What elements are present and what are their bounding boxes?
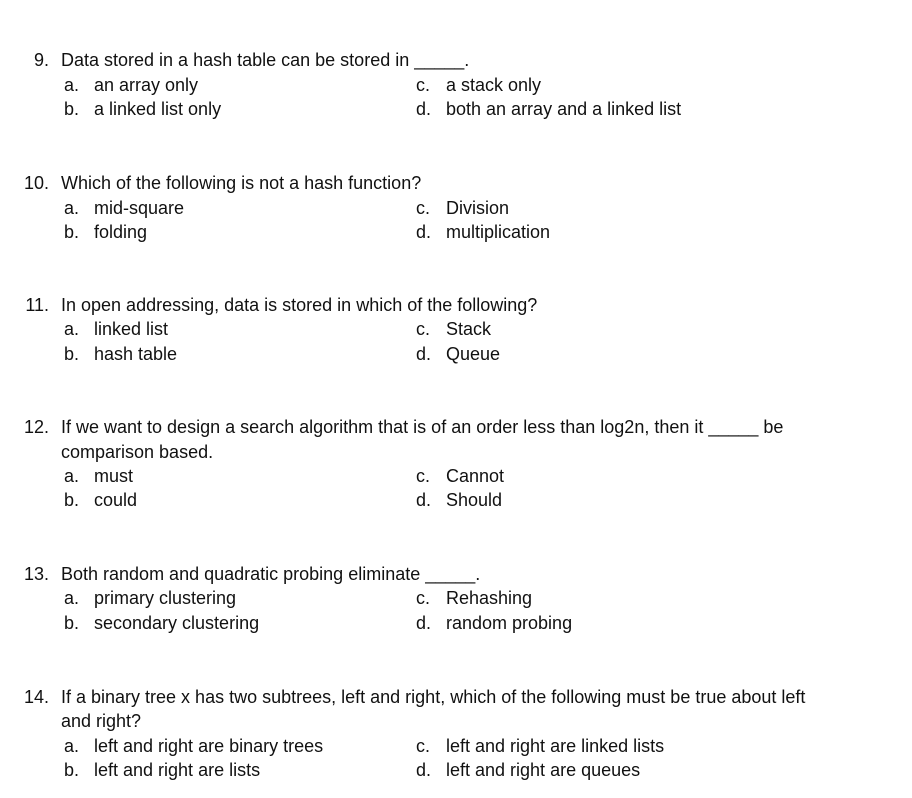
option-letter: d.	[416, 222, 432, 242]
option-text: Rehashing	[446, 588, 533, 608]
option-text: Should	[446, 490, 503, 510]
option-letter: b.	[64, 99, 80, 119]
option-text: random probing	[446, 613, 573, 633]
option-text: must	[94, 466, 134, 486]
option-text: left and right are linked lists	[446, 736, 665, 756]
question-number: 11.	[25, 295, 49, 315]
option-text: mid-square	[94, 198, 185, 218]
option-letter: d.	[416, 760, 432, 780]
option-letter: c.	[416, 319, 431, 339]
option-letter: a.	[64, 319, 80, 339]
option-text: Stack	[446, 319, 492, 339]
option-text: primary clustering	[94, 588, 237, 608]
option-letter: d.	[416, 490, 432, 510]
question-number: 9.	[33, 50, 49, 70]
question-text: Data stored in a hash table can be stored in _____.	[61, 50, 470, 70]
question-text: In open addressing, data is stored in which of the following?	[61, 295, 538, 315]
option-text: left and right are queues	[446, 760, 641, 780]
option-text: folding	[94, 222, 148, 242]
option-text: an array only	[94, 75, 199, 95]
option-letter: c.	[416, 736, 431, 756]
option-text: left and right are lists	[94, 760, 261, 780]
option-letter: b.	[64, 490, 80, 510]
question-text-line-2: and right?	[61, 711, 142, 731]
option-text: could	[94, 490, 138, 510]
option-letter: b.	[64, 344, 80, 364]
option-letter: b.	[64, 760, 80, 780]
option-letter: b.	[64, 613, 80, 633]
question-text-line-1: If a binary tree x has two subtrees, left and right, which of the following must be true about left	[61, 687, 806, 707]
question-text-line-2: comparison based.	[61, 442, 214, 462]
option-text: a linked list only	[94, 99, 222, 119]
question-text: Which of the following is not a hash function?	[61, 173, 422, 193]
option-text: linked list	[94, 319, 169, 339]
option-letter: a.	[64, 75, 80, 95]
option-text: both an array and a linked list	[446, 99, 682, 119]
option-letter: a.	[64, 736, 80, 756]
question-text-line-1: If we want to design a search algorithm that is of an order less than log2n, then it _____ be	[61, 417, 784, 437]
option-text: secondary clustering	[94, 613, 260, 633]
option-text: Queue	[446, 344, 501, 364]
option-letter: a.	[64, 466, 80, 486]
question-number: 13.	[23, 564, 49, 584]
option-text: left and right are binary trees	[94, 736, 324, 756]
option-letter: d.	[416, 344, 432, 364]
question-number: 14.	[23, 687, 49, 707]
question-number: 12.	[23, 417, 49, 437]
option-letter: c.	[416, 198, 431, 218]
option-letter: c.	[416, 75, 431, 95]
question-text: Both random and quadratic probing eliminate _____.	[61, 564, 481, 584]
option-text: a stack only	[446, 75, 542, 95]
option-letter: a.	[64, 198, 80, 218]
option-letter: d.	[416, 99, 432, 119]
option-letter: c.	[416, 466, 431, 486]
question-number: 10.	[23, 173, 49, 193]
option-letter: c.	[416, 588, 431, 608]
option-text: Division	[446, 198, 510, 218]
option-letter: b.	[64, 222, 80, 242]
option-text: Cannot	[446, 466, 505, 486]
option-letter: a.	[64, 588, 80, 608]
option-letter: d.	[416, 613, 432, 633]
option-text: multiplication	[446, 222, 551, 242]
option-text: hash table	[94, 344, 178, 364]
